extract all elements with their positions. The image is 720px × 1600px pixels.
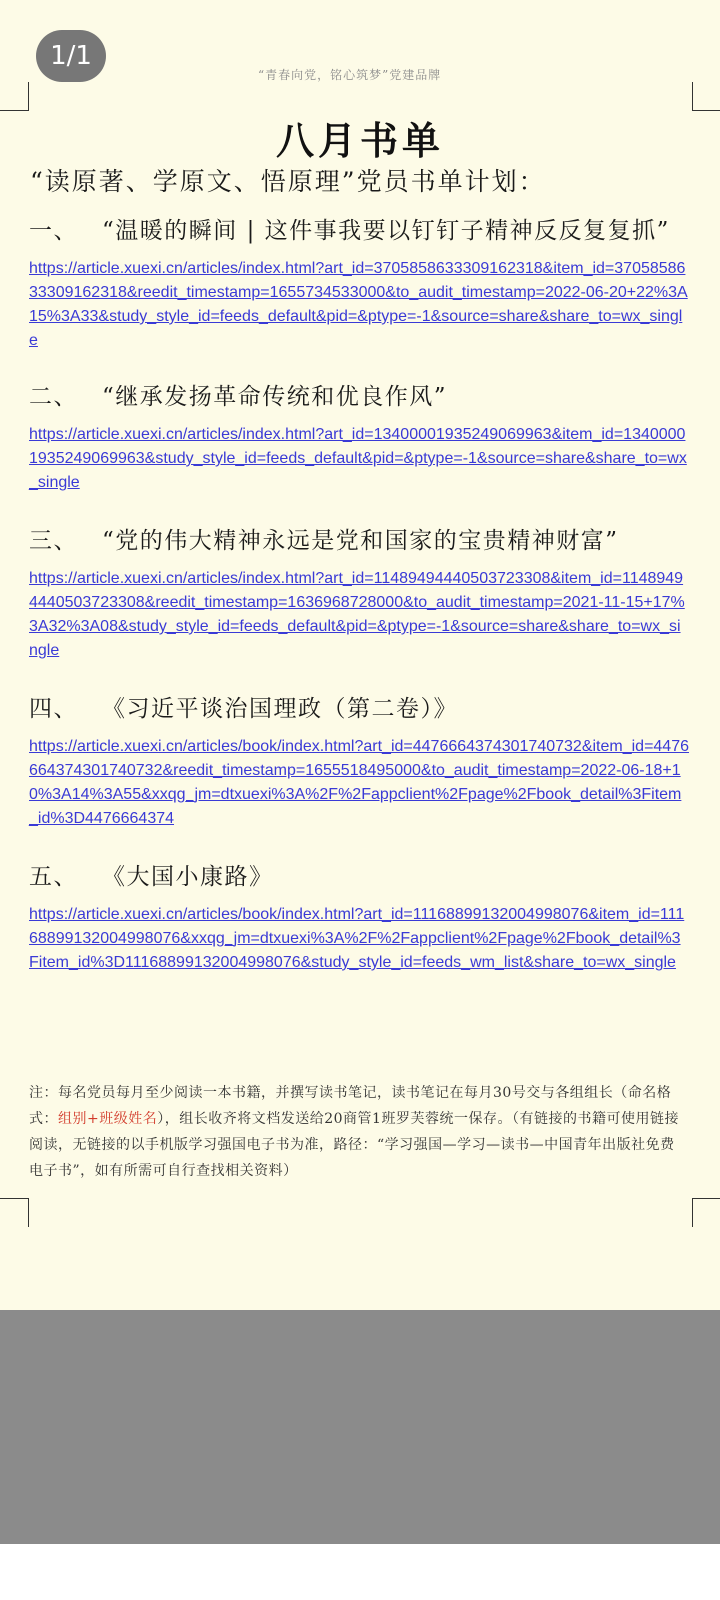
footnote-text: 注：每名党员每月至少阅读一本书籍，并撰写读书笔记，读书笔记在每月30号交与各组组长（命名格式： (29, 1085, 672, 1127)
reading-item-2 (29, 378, 689, 495)
reading-item-title: 《大国小康路》 (102, 864, 274, 890)
footnote (29, 1080, 689, 1184)
crop-mark-top-right (692, 82, 720, 111)
reading-item-number: 三、 (29, 528, 78, 554)
reading-item-link[interactable]: https://article.xuexi.cn/articles/book/index.html?art_id=4476664374301740732&item_id=4476664374301740732&reedit_timestamp=1655518495000&to_audit_timestamp=2022-06-18+10%3A14%3A55&xxqg_jm=dtxuexi%3A%2F%2Fappclient%2Fpage%2Fbook_detail%3Fitem_id%3D4476664374 (29, 738, 689, 827)
crop-mark-bottom-right (692, 1198, 720, 1227)
reading-item-heading (29, 858, 689, 891)
reading-item-1 (29, 212, 689, 353)
naming-format-highlight: 组别+班级姓名 (58, 1111, 158, 1127)
reading-item-link[interactable]: https://article.xuexi.cn/articles/index.html?art_id=11489494440503723308&item_id=11489494440503723308&reedit_timestamp=1636968728000&to_audit_timestamp=2021-11-15+17%3A32%3A08&study_style_id=feeds_default&pid=&ptype=-1&source=share&share_to=wx_single (29, 570, 685, 659)
reading-item-title: “继承发扬革命传统和优良作风” (102, 384, 448, 410)
reading-item-link[interactable]: https://article.xuexi.cn/articles/book/index.html?art_id=11168899132004998076&item_id=11168899132004998076&xxqg_jm=dtxuexi%3A%2F%2Fappclient%2Fpage%2Fbook_detail%3Fitem_id%3D11168899132004998076&study_style_id=feeds_wm_list&share_to=wx_single (29, 906, 685, 971)
reading-item-3 (29, 522, 689, 663)
reading-item-link[interactable]: https://article.xuexi.cn/articles/index.html?art_id=3705858633309162318&item_id=3705858633309162318&reedit_timestamp=1655734533000&to_audit_timestamp=2022-06-20+22%3A15%3A33&study_style_id=feeds_default&pid=&ptype=-1&source=share&share_to=wx_single (29, 260, 688, 349)
reading-item-link[interactable]: https://article.xuexi.cn/articles/index.html?art_id=13400001935249069963&item_id=13400001935249069963&study_style_id=feeds_default&pid=&ptype=-1&source=share&share_to=wx_single (29, 426, 687, 491)
page-indicator: 1/1 (36, 30, 106, 82)
reading-item-heading (29, 212, 689, 245)
reading-item-title: 《习近平谈治国理政（第二卷）》 (102, 696, 458, 722)
footnote-text-continued: ），组长收齐将文档发送给20商管1班罗芙蓉统一保存。（有链接的书籍可使用链接阅读，无链接的以手机版学习强国电子书为准，路径：“学习强国—学习—读书—中国青年出版社免费电子书”，如有所需可自行查找相关资料） (29, 1111, 679, 1179)
reading-item-heading (29, 690, 689, 723)
header-note: “青春向党，铭心筑梦”党建品牌 (258, 68, 442, 82)
reading-item-number: 一、 (29, 218, 78, 244)
reading-item-5 (29, 858, 689, 975)
reading-item-title: “党的伟大精神永远是党和国家的宝贵精神财富” (102, 528, 619, 554)
document-title: 八月书单 (275, 118, 444, 163)
reading-item-heading (29, 378, 689, 411)
reading-item-number: 五、 (29, 864, 78, 890)
crop-mark-top-left (0, 82, 29, 111)
reading-item-4 (29, 690, 689, 831)
reading-item-heading (29, 522, 689, 555)
document-subtitle: “读原著、学原文、悟原理”党员书单计划： (30, 167, 546, 196)
empty-viewer-area (0, 1310, 720, 1544)
reading-item-title: “温暖的瞬间 | 这件事我要以钉钉子精神反反复复抓” (102, 218, 670, 244)
reading-item-number: 四、 (29, 696, 78, 722)
crop-mark-bottom-left (0, 1198, 29, 1227)
reading-item-number: 二、 (29, 384, 78, 410)
